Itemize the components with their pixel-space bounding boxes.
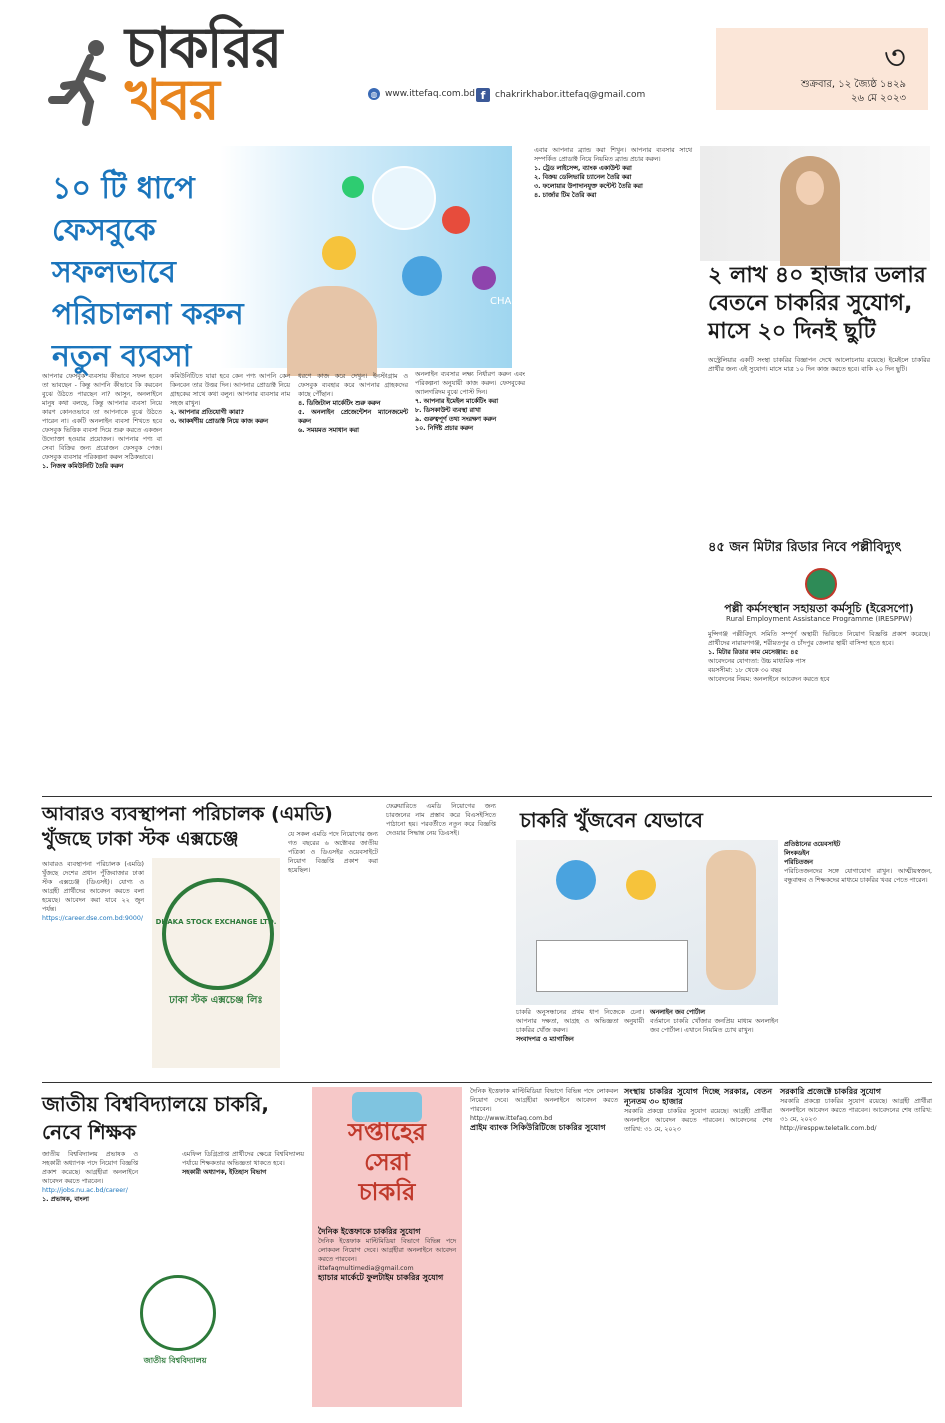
logo-line2: খবর <box>125 67 218 133</box>
facebook-sub1: ১. ট্রেড লাইসেন্স, ব্যাংক একাউন্ট করা <box>534 165 632 172</box>
bubble-graphic <box>442 206 470 234</box>
polli-org-name: পল্লী কর্মসংস্থান সহায়তা কর্মসূচি (ইরেসপো) <box>724 602 914 615</box>
date-bn: শুক্রবার, ১২ জ্যৈষ্ঠ ১৪২৯ <box>800 79 906 90</box>
polli-item: বয়সসীমা: ১৮ থেকে ৩০ বছর <box>708 667 782 674</box>
facebook-col-5 <box>534 146 692 790</box>
nu-article-title: জাতীয় বিশ্ববিদ্যালয়ে চাকরি, নেবে শিক্ষক <box>42 1092 269 1144</box>
weekly-col4-text: সরকারি প্রকল্পে চাকরির সুযোগ রয়েছে। আগ্রহী প্রার্থীরা অনলাইনে আবেদন করতে পারবেন। আবেদনের শেষ তারিখ: ৩১ মে, ২০২৩ <box>780 1098 932 1123</box>
nu-col-1 <box>42 1150 138 1405</box>
facebook-col3-text: ধরণে কাজ করে দেখুন। ইনস্টাগ্রাম ও ফেসবুক ব্যবহার করে আপনার গ্রাহকদের কাছে পৌঁছান। <box>298 373 408 398</box>
facebook-col5-text: এবার আপনার ব্র্যান্ড করা শিখুন। আপনার ব্যবসার সাথে সম্পর্কিত প্রোডাক্ট নিয়ে নিয়মিত ব্র্যান্ড প্রচার করুন। <box>534 147 692 163</box>
jobsearch-sub1: সংবাদপত্র ও ম্যাগাজিন <box>516 1036 574 1043</box>
dse-seal-text: DHAKA STOCK EXCHANGE LTD. <box>155 918 277 926</box>
dollar-article-title: ২ লাখ ৪০ হাজার ডলার বেতনে চাকরির সুযোগ, মাসে ২০ দিনই ছুটি <box>708 263 926 344</box>
website-text: www.ittefaq.com.bd <box>385 89 475 99</box>
nu-seal-icon <box>140 1275 216 1351</box>
facebook-step10: ১০. নির্দিষ্ট প্রচার করুন <box>415 425 473 432</box>
weekly-sub1: দৈনিক ইত্তেফাকে চাকরির সুযোগ <box>318 1227 421 1236</box>
facebook-step6: ৬. সময়মত সমাধান করা <box>298 427 359 434</box>
nu-col-2 <box>182 1150 304 1268</box>
facebook-col-3 <box>298 372 408 790</box>
jobsearch-col-3 <box>784 840 932 1080</box>
jobsearch-col3-text: পরিচিতজনদের সঙ্গে যোগাযোগ রাখুন। আত্মীয়স্বজন, বন্ধুবান্ধব ও শিক্ষকদের মাধ্যমে চাকরির খবর পেতে পারেন। <box>784 868 932 884</box>
weekly-box-text <box>318 1227 456 1402</box>
weekly-col-2 <box>470 1087 618 1407</box>
jobsearch-image <box>516 840 778 1005</box>
facebook-step9: ৯. গুরুত্বপূর্ণ তথ্য সংরক্ষণ করুন <box>415 416 497 423</box>
jobsearch-col-1 <box>516 1008 644 1080</box>
facebook-step8: ৮. ডিসকাউন্ট ব্যবস্থা রাখা <box>415 407 481 414</box>
nu-url[interactable]: http://jobs.nu.ac.bd/career/ <box>42 1187 128 1194</box>
facebook-col-2 <box>170 372 290 790</box>
dse-col1-text: আবারও ব্যবস্থাপনা পরিচালক (এমডি) খুঁজছে দেশের প্রধান পুঁজিবাজার ঢাকা স্টক এক্সচেঞ্জ (ডিএসই)। যোগ্য ও আগ্রহী প্রার্থীদের আবেদন করতে বলা হয়েছে। আবেদন করা যাবে ২২ জুন পর্যন্ত। <box>42 861 144 913</box>
dollar-article-body: অস্ট্রেলিয়ার একটি সংস্থা চাকরির বিজ্ঞাপন দেখে আলোচনায় রয়েছে। ইমেইলে চাকরির প্রার্থীর জন্য এই সুযোগ। মাসে মাত্র ১০ দিন কাজ করতে হবে। বাকি ২০ দিন ছুটি। <box>708 357 930 373</box>
globe-icon: ◍ <box>368 88 380 100</box>
weekly-url[interactable]: http://www.ittefaq.com.bd <box>470 1115 553 1122</box>
jobsearch-col1-text: চাকরি অনুসন্ধানের প্রথম ধাপ নিজেকে চেনা। আপনার দক্ষতা, আগ্রহ ও অভিজ্ঞতা অনুযায়ী চাকরির খোঁজ করুন। <box>516 1009 644 1034</box>
facebook-sub3: ৩. ফলোয়ার উপাদানযুক্ত কন্টেন্ট তৈরি করা <box>534 183 643 190</box>
facebook-step4: ৪. ডিজিটাল মার্কেটিং শুরু করুন <box>298 400 381 407</box>
dse-seal-image <box>152 858 280 1068</box>
weekly-sub3: সংস্থায় চাকরির সুযোগ দিচ্ছে সরকার, বেতন ন্যূনতম ৩০ হাজার <box>624 1087 772 1106</box>
polli-body-text: মুন্সিগঞ্জ পল্লীবিদ্যুৎ সমিতি সম্পূর্ণ অস্থায়ী ভিত্তিতে নিয়োগ বিজ্ঞপ্তি প্রকাশ করেছে। প্রার্থীদের নারায়ণগঞ্জ, শরীয়তপুর ও চাঁদপুর জেলার স্থায়ী বাসিন্দা হতে হবে। <box>708 631 930 647</box>
facebook-col2-text: কমিউনিটিতে যারা হবে কেন পণ্য আপনি কেন কিনবেন তার উত্তর দিন। আপনার প্রোডাক্ট নিয়ে গ্রাহকের সাথে কথা বলুন। আপনার ব্যবসার নাম সহজ রাখুন। <box>170 373 290 407</box>
weekly-title-line3: চাকরি <box>358 1178 416 1206</box>
woman-phone-photo <box>700 146 930 261</box>
facebook-step7: ৭. আপনার ইমেইল মার্কেটিং করা <box>415 398 499 405</box>
page-number: ৩ <box>883 38 906 78</box>
weekly-col3-text: সরকারি প্রকল্পে চাকরির সুযোগ রয়েছে। আগ্রহী প্রার্থীরা অনলাইনে আবেদন করতে পারবেন। আবেদনের শেষ তারিখ: ৩১ মে, ২০২৩ <box>624 1108 772 1133</box>
website-link[interactable] <box>368 88 475 100</box>
jobsearch-col-2 <box>650 1008 778 1080</box>
change-label: CHANGE <box>490 296 533 307</box>
page-info-box <box>716 28 928 110</box>
nu-col2-text: এমফিল ডিগ্রিপ্রাপ্ত প্রার্থীদের ক্ষেত্রে বিশ্ববিদ্যালয় পর্যায়ে শিক্ষকতার অভিজ্ঞতা থাকতে হবে। <box>182 1151 304 1167</box>
bubble-graphic <box>342 176 364 198</box>
dse-seal-ring <box>162 878 274 990</box>
section-divider <box>42 796 932 797</box>
bubble-graphic <box>402 256 442 296</box>
masthead <box>0 0 945 133</box>
jobsearch-sub3: প্রতিষ্ঠানের ওয়েবসাইট <box>784 841 841 848</box>
weekly-email[interactable]: ittefaqmultimedia@gmail.com <box>318 1265 414 1272</box>
nu-seal-text: জাতীয় বিশ্ববিদ্যালয় <box>143 1356 207 1365</box>
jobsearch-sub2: অনলাইন জব পোর্টাল <box>650 1009 705 1016</box>
weekly-title-line1: সপ্তাহের <box>348 1118 426 1146</box>
face-graphic <box>796 171 824 205</box>
hand-graphic <box>287 286 377 376</box>
weekly-col-3 <box>624 1087 772 1407</box>
logo-line1: চাকরির <box>125 15 281 81</box>
dse-url[interactable]: https://career.dse.com.bd:9000/ <box>42 915 143 922</box>
weekly-col1-text: দৈনিক ইত্তেফাক মাল্টিমিডিয়া বিভাগে বিভিন্ন পদে লোকবল নিয়োগ দেবে। আগ্রহীরা অনলাইনে আবেদন করতে পারবেন। <box>318 1238 456 1263</box>
facebook-sub4: ৪. চার্জার টিম তৈরি করা <box>534 192 597 199</box>
polli-article-title: ৪৫ জন মিটার রিডার নিবে পল্লীবিদ্যুৎ <box>708 540 902 555</box>
page-date <box>801 78 906 106</box>
facebook-step2: ২. আপনার প্রতিযোগী কারা? <box>170 409 245 416</box>
dse-col-3: ফেব্রুয়ারিতে এমডি নিয়োগের জন্য চারজনের নাম প্রস্তাব করে বিএসইসিতে পাঠানো হয়। পরবর্তীতে নতুন করে বিজ্ঞপ্তি দেওয়ার সিদ্ধান্ত নেয় ডিএসই। <box>386 803 496 837</box>
weekly-best-jobs-box <box>312 1087 462 1407</box>
facebook-step5: ৫. অনলাইন প্রেজেন্টেশন ম্যানেজমেন্ট করুন <box>298 409 408 425</box>
facebook-sub2: ২. বিক্রয় ডেলিভারি চ্যানেল তৈরি করা <box>534 174 632 181</box>
jobsearch-col2-text: বর্তমানে চাকরি খোঁজার জনপ্রিয় মাধ্যম অনলাইন জব পোর্টাল। এখানে নিয়মিত চোখ রাখুন। <box>650 1018 778 1034</box>
icon-graphic <box>626 870 656 900</box>
jobsearch-title: চাকরি খুঁজবেন যেভাবে <box>520 808 703 832</box>
dse-col-1 <box>42 860 144 1075</box>
dse-seal-bn: ঢাকা স্টক এক্সচেঞ্জ লিঃ <box>169 995 263 1006</box>
nu-col1-text: জাতীয় বিশ্ববিদ্যালয় প্রভাষক ও সহকারী অধ্যাপক পদে নিয়োগ বিজ্ঞপ্তি প্রকাশ করেছে। আগ্রহীরা অনলাইনে আবেদন করতে পারবেন। <box>42 1151 138 1185</box>
facebook-col4-text: অনলাইন ব্যবসার লক্ষ্য নির্ধারণ করুন এবং পরিকল্পনা অনুযায়ী কাজ করুন। ফেসবুকের অ্যালগরিদম বুঝে পোস্ট দিন। <box>415 371 525 396</box>
email-link[interactable] <box>476 88 645 102</box>
weekly-title-line2: সেরা <box>364 1148 410 1176</box>
weekly-sub5: সরকারি প্রজেক্টে চাকরির সুযোগ <box>780 1087 882 1096</box>
bubble-graphic <box>472 266 496 290</box>
polli-org-english: Rural Employment Assistance Programme (IRESPPW) <box>726 615 912 623</box>
polli-logo-icon <box>805 568 837 600</box>
facebook-col1-text: আপনার ফেসবুক ব্যবসায় কীভাবে সফল হবেন তা ভাবছেন - কিন্তু আপনি কীভাবে কি করবেন বুঝে উঠতে পারছেন না? আসুন, অনলাইনে মানুষ কথা বলছে, কিন্তু আপনার ব্যবসা নিয়ে কারণ কোনওভাবে তা আপনাকে বুঝে উঠতে পারেন না। একটি অনলাইন ব্যবসা শিখতে হবে ফেসবুক ভিত্তিক ব্যবসা দিয়ে শুরু করতে একজন উদ্যোক্তা হওয়ার প্রয়োজন। আপনার পণ্য বা সেবা বিক্রির জন্য প্রয়োজন ফেসবুক পেজ। ফেসবুক ব্যবসার পরিকল্পনা করুন সঠিকভাবে। <box>42 373 162 461</box>
bubble-graphic <box>322 236 356 270</box>
weekly-col-4 <box>780 1087 932 1407</box>
icon-graphic <box>556 860 596 900</box>
runner-icon <box>50 38 120 124</box>
facebook-step3: ৩. আকর্ষণীয় প্রোডাক্ট নিয়ে কাজ করুন <box>170 418 268 425</box>
section-divider <box>42 1082 932 1083</box>
facebook-icon: f <box>476 88 490 102</box>
facebook-col-4 <box>415 370 525 790</box>
facebook-step1: ১. নিজস্ব কমিউনিটি তৈরি করুন <box>42 463 124 470</box>
polli-item: আবেদনের নিয়ম: অনলাইনে আবেদন করতে হবে <box>708 676 830 683</box>
email-text: chakrirkhabor.ittefaq@gmail.com <box>495 90 646 100</box>
hand-graphic <box>706 850 756 990</box>
weekly-title <box>312 1117 462 1207</box>
facebook-article-title: ১০ টি ধাপে ফেসবুকে সফলভাবে পরিচালনা করুন নতুন ব্যবসা <box>52 171 244 374</box>
nu-sub2: সহকারী অধ্যাপক, ইতিহাস বিভাগ <box>182 1169 267 1176</box>
dse-col-2: যে সকল এমডি পদে নিয়োগের জন্য গত বছরের ৬ অক্টোবর জাতীয় পত্রিকা ও ডিএসইর ওয়েবসাইটে নিয়োগ বিজ্ঞপ্তি প্রকাশ করা হয়েছিল। <box>288 831 378 874</box>
weekly-col2-text: দৈনিক ইত্তেফাক মাল্টিমিডিয়া বিভাগে বিভিন্ন পদে লোকবল নিয়োগ দেবে। আগ্রহীরা অনলাইনে আবেদন করতে পারবেন। <box>470 1088 618 1113</box>
weekly-sub2: হ্যাচার মার্কেটে ফুলটাইম চাকরির সুযোগ <box>318 1273 444 1282</box>
nu-sub1: ১. প্রভাষক, বাংলা <box>42 1196 89 1203</box>
dse-article-title: আবারও ব্যবস্থাপনা পরিচালক (এমডি) খুঁজছে ঢাকা স্টক এক্সচেঞ্জ <box>42 803 333 850</box>
bubble-graphic <box>372 166 436 230</box>
jobsearch-sub5: পরিচিতজন <box>784 859 813 866</box>
laptop-graphic <box>536 940 688 992</box>
weekly-sub4: প্রাইম ব্যাংক সিকিউরিটিজে চাকরির সুযোগ <box>470 1123 606 1132</box>
polli-article-body <box>708 630 930 790</box>
weekly-url2[interactable]: http://iresppw.teletalk.com.bd/ <box>780 1125 877 1132</box>
polli-item: ১. মিটার রিডার কাম মেসেঞ্জার: ৪৫ <box>708 649 799 656</box>
jobsearch-sub4: লিংকডইন <box>784 850 810 857</box>
date-en: ২৬ মে ২০২৩ <box>851 93 906 104</box>
facebook-hero-image <box>42 146 533 374</box>
polli-item: আবেদনের যোগ্যতা: উচ্চ মাধ্যমিক পাস <box>708 658 806 665</box>
facebook-col-1 <box>42 372 162 790</box>
